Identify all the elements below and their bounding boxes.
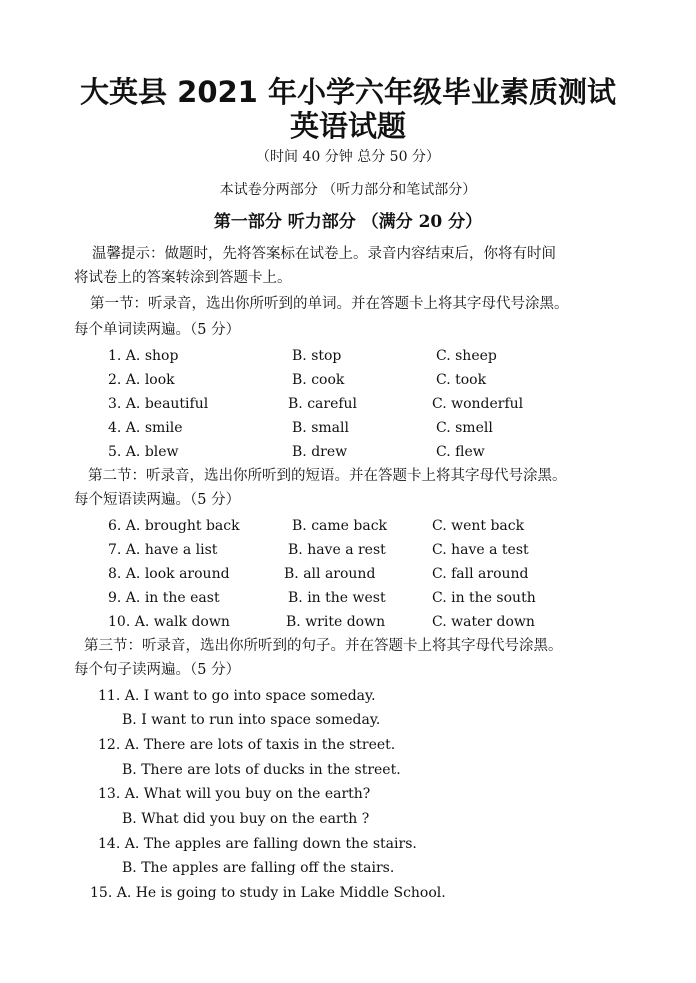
option-a: 1. A. shop: [108, 348, 179, 364]
section2-instruction-cont: 每个短语读两遍。（5 分）: [74, 492, 241, 508]
option-c: C. smell: [436, 420, 493, 436]
section1-instruction-cont: 每个单词读两遍。（5 分）: [74, 322, 241, 338]
question-row: [0, 514, 696, 538]
section3-instruction: 第三节：听录音，选出你所听到的句子。并在答题卡上将其字母代号涂黑。: [84, 638, 563, 654]
question-row: [0, 368, 696, 392]
question-row: [0, 416, 696, 440]
option-b: B. have a rest: [288, 542, 386, 558]
option-c: C. went back: [432, 518, 525, 534]
question-option-b: B. What did you buy on the earth ?: [122, 811, 370, 827]
option-b: B. stop: [292, 348, 342, 364]
time-info: （时间 40 分钟 总分 50 分）: [256, 149, 440, 165]
question-option-a: 12. A. There are lots of taxis in the street.: [98, 737, 396, 753]
option-a: 7. A. have a list: [108, 542, 218, 558]
option-c: C. took: [436, 372, 487, 388]
option-a: 2. A. look: [108, 372, 175, 388]
question-row: [0, 562, 696, 586]
option-a: 5. A. blew: [108, 444, 179, 460]
option-b: B. in the west: [288, 590, 386, 606]
option-b: B. came back: [292, 518, 388, 534]
tip-line1: 温馨提示：做题时，先将答案标在试卷上。录音内容结束后，你将有时间: [92, 246, 556, 262]
section2-instruction: 第二节：听录音，选出你所听到的短语。并在答题卡上将其字母代号涂黑。: [88, 468, 567, 484]
option-a: 3. A. beautiful: [108, 396, 209, 412]
option-c: C. sheep: [436, 348, 497, 364]
part1-heading: 第一部分 听力部分 （满分 20 分）: [213, 212, 483, 232]
section1-instruction: 第一节：听录音，选出你所听到的单词。并在答题卡上将其字母代号涂黑。: [90, 296, 569, 312]
question-option-a: 15. A. He is going to study in Lake Middle School.: [90, 885, 446, 901]
tip-line2: 将试卷上的答案转涂到答题卡上。: [74, 270, 292, 286]
question-option-a: 11. A. I want to go into space someday.: [98, 688, 376, 704]
question-row: [0, 538, 696, 562]
question-option-b: B. The apples are falling off the stairs.: [122, 860, 395, 876]
section3-instruction-cont: 每个句子读两遍。（5 分）: [74, 662, 241, 678]
question-row: [0, 440, 696, 464]
exam-title: 大英县 2021 年小学六年级毕业素质测试: [80, 75, 616, 109]
option-b: B. careful: [288, 396, 358, 412]
option-b: B. all around: [284, 566, 376, 582]
option-b: B. write down: [286, 614, 386, 630]
question-row: [0, 392, 696, 416]
option-c: C. have a test: [432, 542, 529, 558]
question-option-a: 13. A. What will you buy on the earth?: [98, 786, 371, 802]
question-row: [0, 610, 696, 634]
question-option-b: B. There are lots of ducks in the street.: [122, 762, 401, 778]
option-a: 9. A. in the east: [108, 590, 220, 606]
option-c: C. in the south: [432, 590, 536, 606]
option-a: 6. A. brought back: [108, 518, 240, 534]
question-row: [0, 586, 696, 610]
option-a: 4. A. smile: [108, 420, 183, 436]
option-b: B. drew: [292, 444, 348, 460]
question-row: [0, 344, 696, 368]
question-option-a: 14. A. The apples are falling down the stairs.: [98, 836, 417, 852]
option-c: C. water down: [432, 614, 535, 630]
option-c: C. fall around: [432, 566, 529, 582]
option-c: C. flew: [436, 444, 485, 460]
parts-note: 本试卷分两部分 （听力部分和笔试部分）: [219, 182, 477, 198]
option-b: B. cook: [292, 372, 345, 388]
exam-subtitle: 英语试题: [289, 109, 406, 143]
option-b: B. small: [292, 420, 349, 436]
option-a: 10. A. walk down: [108, 614, 230, 630]
question-option-b: B. I want to run into space someday.: [122, 712, 381, 728]
option-a: 8. A. look around: [108, 566, 230, 582]
option-c: C. wonderful: [432, 396, 524, 412]
